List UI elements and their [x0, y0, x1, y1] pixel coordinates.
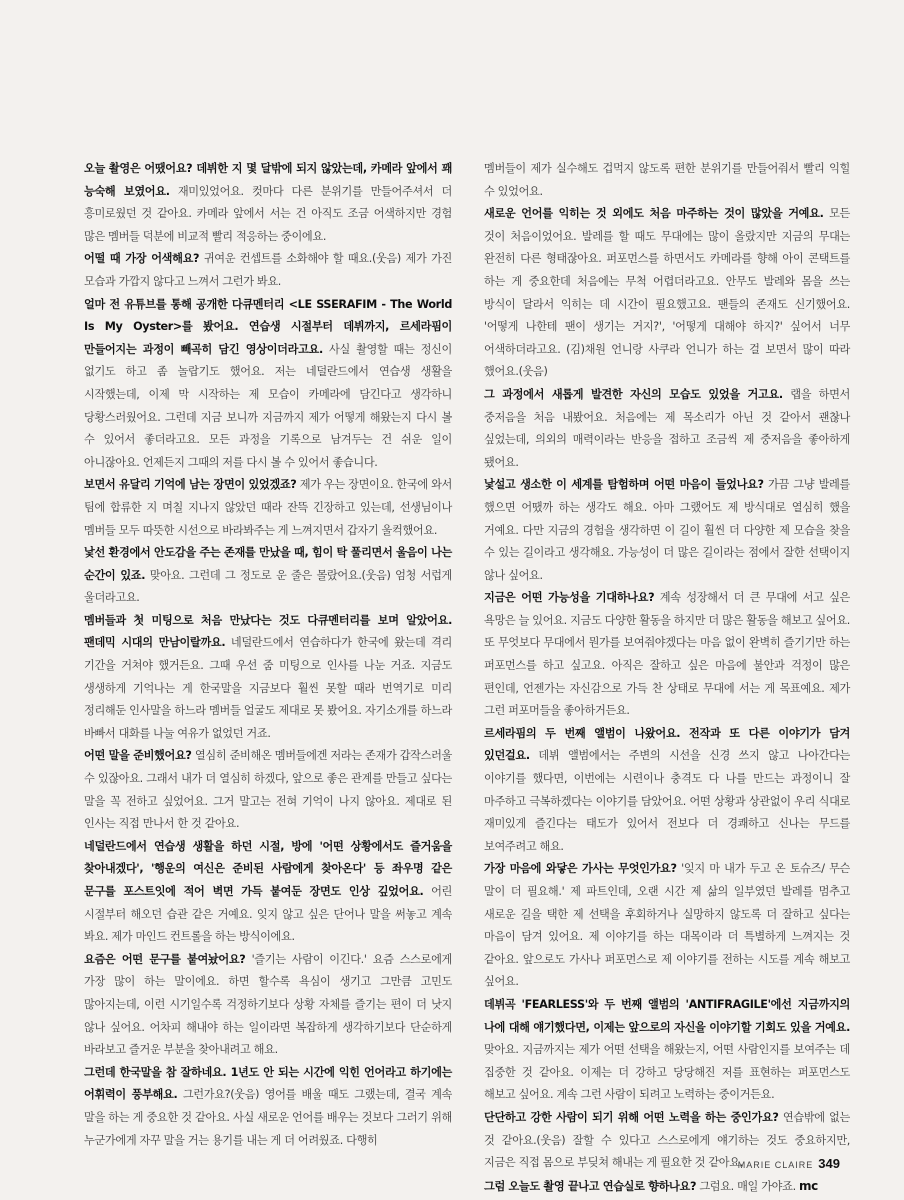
answer: 재미있었어요. 컷마다 다른 분위기를 만들어주셔서 더 흥미로웠던 것 같아요. 카메라 앞에서 서는 건 아직도 조금 어색하지만 경험 많은 멤버들 덕분에 비교적 빨리 적응하는 중이에요. — [84, 184, 452, 243]
answer: 열심히 준비해온 멤버들에겐 저라는 존재가 갑작스러울 수 있잖아요. 그래서 내가 더 열심히 하겠다, 앞으로 좋은 관계를 만들고 싶다는 말을 꼭 전하고 싶었어요. 그거 말고는 전혀 기억이 나지 않아요. 제대로 된 인사는 직접 만나서 한 것 같아요. — [84, 749, 452, 831]
question: 요즘은 어떤 문구를 붙여놨어요? — [84, 952, 246, 966]
answer: 맞아요. 그런데 그 정도로 운 줄은 몰랐어요.(웃음) 엄청 서럽게 울더라고요. — [84, 568, 452, 605]
question: 지금은 어떤 가능성을 기대하나요? — [484, 591, 655, 605]
answer: '잊지 마 내가 두고 온 토슈즈/ 무슨 말이 더 필요해.' 제 파트인데, 오랜 시간 제 삶의 일부였던 발레를 멈추고 새로운 길을 택한 제 선택을 후회하거나 실망하지 않도록 더 잘하고 싶다는 마음이 담겨 있어요. 제 이야기를 하는 대목이라 더 특별하게 느껴지는 것 같아요. 앞으로도 가사나 퍼포먼스로 제 이야기를 전하는 시도를 계속 해보고 싶어요. — [484, 862, 850, 989]
answer: 그럼요. 매일 가야죠. — [699, 1179, 796, 1193]
answer: 사실 촬영할 때는 정신이 없기도 하고 좀 놀랍기도 했어요. 저는 네덜란드에서 연습생 생활을 시작했는데, 이제 막 시작하는 제 모습이 카메라에 담긴다고 생각하니 당황스러웠어요. 그런데 지금 보니까 지금까지 제가 어떻게 해왔는지 다시 볼 수 있어서 좋더라고요. 모든 과정을 기록으로 남겨두는 건 쉬운 일이 아니잖아요. 언제든지 그때의 저를 다시 볼 수 있어서 좋습니다. — [84, 342, 452, 469]
question: 얼마 전 유튜브를 통해 공개한 다큐멘터리 <LE SSERAFIM - The World Is My Oyster>를 봤어요. 연습생 시절부터 데뷔까지, 르세라핌이 만들어지는 과정이 빼곡히 담긴 영상이더라고요. — [84, 297, 452, 356]
qa-paragraph — [84, 542, 452, 610]
page-number: 349 — [818, 1156, 840, 1171]
question: 가장 마음에 와닿은 가사는 무엇인가요? — [484, 862, 677, 876]
page-footer — [738, 1156, 840, 1171]
qa-paragraph — [484, 1175, 850, 1199]
qa-paragraph — [484, 587, 850, 723]
qa-paragraph — [484, 384, 850, 474]
qa-paragraph — [84, 836, 452, 949]
answer: 귀여운 컨셉트를 소화해야 할 때요.(웃음) 제가 가진 모습과 가깝지 않다고 느껴서 그런가 봐요. — [84, 252, 452, 288]
magazine-name: MARIE CLAIRE — [737, 1160, 814, 1170]
answer: 가끔 그냥 발레를 했으면 어땠까 하는 생각도 해요. 아마 그랬어도 제 방식대로 열심히 했을 거예요. 다만 지금의 경험을 생각하면 이 길이 훨씬 더 다양한 제 모습을 찾을 수 있는 길이라고 생각해요. 가능성이 더 많은 길이라는 점에서 잘한 선택이지 않나 싶어요. — [484, 478, 850, 582]
qa-paragraph — [484, 158, 850, 203]
qa-paragraph — [484, 203, 850, 384]
qa-paragraph — [84, 745, 452, 835]
answer: 어린 시절부터 해오던 습관 같은 거예요. 잊지 않고 싶은 단어나 말을 써놓고 계속 봐요. 제가 마인드 컨트롤을 하는 방식이에요. — [84, 885, 452, 944]
qa-paragraph — [84, 1062, 452, 1152]
question: 네덜란드에서 연습생 생활을 하던 시절, 방에 '어떤 상황에서도 즐거움을 찾아내겠다', '행운의 여신은 준비된 사람에게 찾아온다' 등 좌우명 같은 문구를 포스트잇에 적어 벽면 가득 붙여둔 장면도 인상 깊었어요. — [84, 839, 452, 898]
answer: 데뷔 앨범에서는 주변의 시선을 신경 쓰지 않고 나아간다는 이야기를 했다면, 이번에는 시련이나 충격도 다 나를 만드는 과정이니 잘 마주하고 극복하겠다는 이야기를 담았어요. 어떤 상황과 상관없이 우리 식대로 재미있게 즐긴다는 태도가 있어서 전보다 더 경쾌하고 신나는 무드를 보여주려고 해요. — [484, 749, 850, 853]
right-column — [484, 158, 850, 1198]
question: 그런데 한국말을 참 잘하네요. 1년도 안 되는 시간에 익힌 언어라고 하기에는 어휘력이 풍부해요. — [84, 1065, 452, 1102]
question: 보면서 유달리 기억에 남는 장면이 있었겠죠? — [84, 478, 297, 492]
answer: 그런가요?(웃음) 영어를 배울 때도 그랬는데, 결국 계속 말을 하는 게 중요한 것 같아요. 사실 새로운 언어를 배우는 것보다 그러기 위해 누군가에게 자꾸 말을 거는 용기를 내는 게 더 어려웠죠. 다행히 — [84, 1088, 452, 1147]
question: 낯설고 생소한 이 세계를 탐험하며 어떤 마음이 들었나요? — [484, 478, 764, 492]
qa-paragraph — [484, 994, 850, 1107]
question: 어떨 때 가장 어색해요? — [84, 252, 200, 266]
question: 르세라핌의 두 번째 앨범이 나왔어요. 전작과 또 다른 이야기가 담겨 있던걸요. — [484, 726, 850, 763]
question: 새로운 언어를 익히는 것 외에도 처음 마주하는 것이 많았을 거예요. — [484, 207, 824, 221]
question: 그럼 오늘도 촬영 끝나고 연습실로 향하나요? — [484, 1179, 697, 1193]
answer: 맞아요. 지금까지는 제가 어떤 선택을 해왔는지, 어떤 사람인지를 보여주는 데 집중한 것 같아요. 이제는 더 강하고 당당해진 저를 표현하는 퍼포먼스도 해보고 싶어요. 계속 그런 사람이 되려고 노력하는 중이거든요. — [484, 1043, 850, 1102]
question: 멤버들과 첫 미팅으로 처음 만났다는 것도 다큐멘터리를 보며 알았어요. 팬데믹 시대의 만남이랄까요. — [84, 613, 452, 650]
answer: 모든 것이 처음이었어요. 발레를 할 때도 무대에는 많이 올랐지만 지금의 무대는 완전히 다른 형태잖아요. 퍼포먼스를 하면서도 카메라를 향해 아이 콘택트를 하는 게 중요한데 처음에는 무척 어렵더라고요. 안무도 발레와 몸을 쓰는 방식이 달라서 익히는 데 시간이 필요했고요. 팬들의 존재도 신기했어요. '어떻게 나한테 팬이 생기는 거지?', '어떻게 대해야 하지?' 싶어서 너무 어색하더라고요. (김)채원 언니랑 사쿠라 언니가 하는 걸 보면서 많이 따라 했어요.(웃음) — [484, 207, 850, 379]
answer: 제가 우는 장면이요. 한국에 와서 팀에 합류한 지 며칠 지나지 않았던 때라 잔뜩 긴장하고 있는데, 선생님이나 멤버들 모두 따뜻한 시선으로 바라봐주는 게 느껴지면서 갑자기 울컥했어요. — [84, 478, 452, 537]
qa-paragraph — [84, 474, 452, 542]
answer: '즐기는 사람이 이긴다.' 요즘 스스로에게 가장 많이 하는 말이에요. 하면 할수록 욕심이 생기고 그만큼 고민도 많아지는데, 이런 시기일수록 걱정하기보다 상황 자체를 즐기는 편이 더 낫지 않나 싶어요. 어차피 해내야 하는 일이라면 복잡하게 생각하기보다 단순하게 바라보고 즐거운 부분을 찾아내려고 해요. — [84, 952, 453, 1057]
answer: 멤버들이 제가 실수해도 겁먹지 않도록 편한 분위기를 만들어줘서 빨리 익힐 수 있었어요. — [484, 162, 850, 198]
qa-paragraph — [484, 474, 850, 587]
answer: 네덜란드에서 연습하다가 한국에 왔는데 격리 기간을 거쳐야 했거든요. 그때 우선 줌 미팅으로 인사를 나눈 거죠. 지금도 생생하게 기억나는 게 한국말을 지금보다 훨씬 못할 때라 번역기로 미리 정리해둔 인사말을 하느라 멤버들 얼굴도 제대로 못 봤어요. 자기소개를 하느라 바빠서 대화를 나눌 여유가 없었던 거죠. — [84, 636, 452, 740]
question: 데뷔곡 'FEARLESS'와 두 번째 앨범의 'ANTIFRAGILE'에선 지금까지의 나에 대해 얘기했다면, 이제는 앞으로의 자신을 이야기할 기회도 있을 거예요. — [484, 997, 850, 1034]
qa-paragraph — [84, 158, 452, 248]
qa-paragraph — [84, 610, 452, 746]
qa-paragraph — [84, 949, 452, 1062]
qa-paragraph — [84, 294, 452, 475]
qa-paragraph — [484, 858, 850, 994]
answer: 랩을 하면서 중저음을 처음 내봤어요. 처음에는 제 목소리가 아닌 것 같아서 괜찮나 싶었는데, 의외의 매력이라는 반응을 접하고 조금씩 제 중저음을 좋아하게 됐어요. — [484, 387, 850, 469]
question: 그 과정에서 새롭게 발견한 자신의 모습도 있었을 거고요. — [484, 387, 783, 401]
question: 낯선 환경에서 안도감을 주는 존재를 만났을 때, 힘이 탁 풀리면서 울음이 나는 순간이 있죠. — [84, 546, 452, 582]
qa-paragraph — [484, 723, 850, 859]
left-column — [84, 158, 452, 1152]
answer: 계속 성장해서 더 큰 무대에 서고 싶은 욕망은 늘 있어요. 지금도 다양한 활동을 하지만 더 많은 활동을 해보고 싶어요. 또 무엇보다 무대에서 뭔가를 보여줘야겠다는 마음 없이 완벽히 즐기기만 하는 퍼포먼스를 하고 싶고요. 아직은 잘하고 싶은 마음에 불안과 걱정이 많은 편인데, 언젠가는 자신감으로 가득 찬 상태로 무대에 서는 게 목표예요. 제가 그런 퍼포머들을 좋아하거든요. — [484, 591, 850, 718]
question: 어떤 말을 준비했어요? — [84, 749, 192, 763]
question: 단단하고 강한 사람이 되기 위해 어떤 노력을 하는 중인가요? — [484, 1110, 779, 1124]
end-signature: mc — [799, 1178, 818, 1193]
question: 오늘 촬영은 어땠어요? 데뷔한 지 몇 달밖에 되지 않았는데, 카메라 앞에서 꽤 능숙해 보였어요. — [84, 162, 452, 198]
answer: 연습밖에 없는 것 같아요.(웃음) 잘할 수 있다고 스스로에게 얘기하는 것도 중요하지만, 지금은 직접 몸으로 부딪쳐 해내는 게 필요한 것 같아요. — [484, 1110, 850, 1170]
qa-paragraph — [84, 248, 452, 293]
